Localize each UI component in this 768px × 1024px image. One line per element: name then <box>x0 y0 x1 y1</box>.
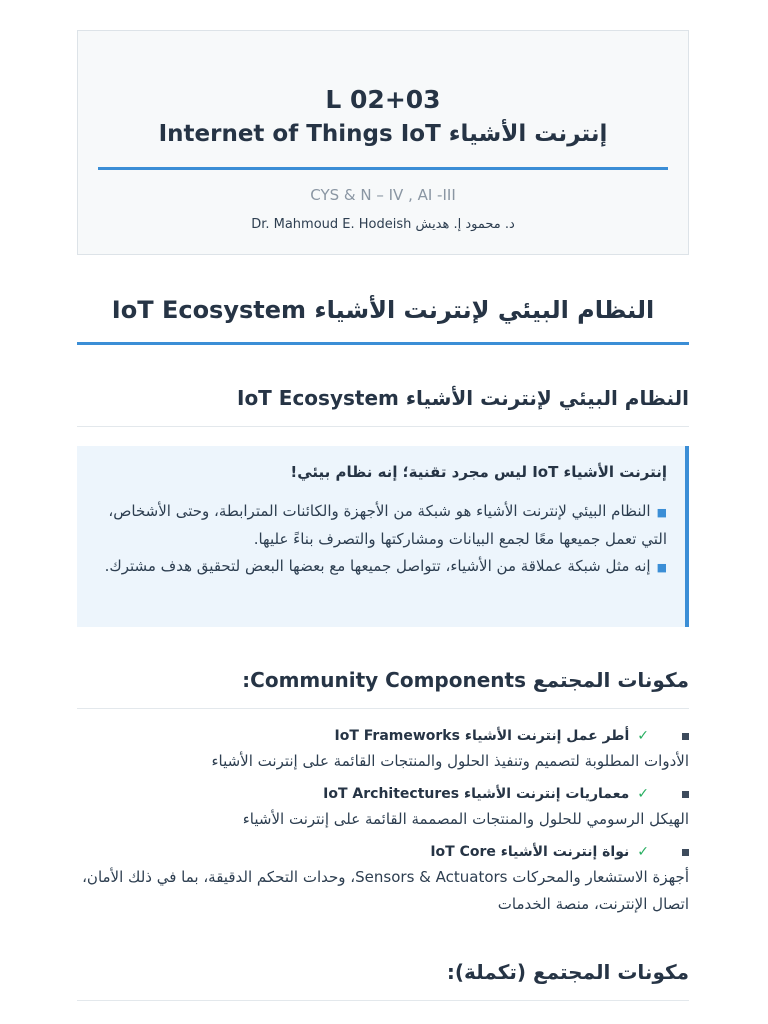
component-description: أجهزة الاستشعار والمحركات Sensors & Actuators، وحدات التحكم الدقيقة، بما في ذلك الأمان، اتصال الإنترنت، منصة الخدمات <box>82 868 689 913</box>
callout-heading: إنترنت الأشياء IoT ليس مجرد تقنية؛ إنه نظام بيئي! <box>290 463 667 481</box>
check-icon: ✓ <box>637 844 649 860</box>
components-continued-divider <box>77 1000 689 1001</box>
components-heading: مكونات المجتمع Community Components: <box>242 668 689 692</box>
component-item <box>77 724 689 775</box>
callout-item <box>97 553 667 581</box>
lecture-code: L 02+03 <box>325 85 441 114</box>
course-title: إنترنت الأشياء Internet of Things IoT <box>158 121 608 147</box>
ecosystem-callout <box>77 446 689 627</box>
component-title: نواة إنترنت الأشياء IoT Core <box>430 844 630 860</box>
callout-item-text: النظام البيئي لإنترنت الأشياء هو شبكة من الأجهزة والكائنات المترابطة، وحتى الأشخاص، التي تعمل جميعها معًا لجمع البيانات ومشاركتها والتصرف بناءً عليها. <box>108 502 667 548</box>
check-icon: ✓ <box>637 728 649 744</box>
component-title: أطر عمل إنترنت الأشياء IoT Frameworks <box>334 728 630 744</box>
course-info: CYS & N – IV , AI -III <box>310 186 456 204</box>
instructor-name: د. محمود إ. هديش Dr. Mahmoud E. Hodeish <box>251 217 515 232</box>
callout-item <box>97 498 667 553</box>
component-title: معماريات إنترنت الأشياء IoT Architectures <box>323 786 630 802</box>
ecosystem-heading-divider <box>77 426 689 427</box>
component-description: الهيكل الرسومي للحلول والمنتجات المصممة القائمة على إنترنت الأشياء <box>242 810 689 828</box>
square-bullet-icon: ■ <box>656 561 667 574</box>
components-continued-heading: مكونات المجتمع (تكملة): <box>446 960 689 984</box>
components-heading-divider <box>77 708 689 709</box>
square-bullet-icon <box>682 791 689 798</box>
component-item <box>77 782 689 833</box>
component-item <box>77 840 689 918</box>
square-bullet-icon: ■ <box>656 506 667 519</box>
lecture-header-card <box>77 30 689 255</box>
section-title: النظام البيئي لإنترنت الأشياء IoT Ecosystem <box>111 296 655 324</box>
callout-list <box>97 498 667 581</box>
check-icon: ✓ <box>637 786 649 802</box>
square-bullet-icon <box>682 849 689 856</box>
square-bullet-icon <box>682 733 689 740</box>
ecosystem-heading: النظام البيئي لإنترنت الأشياء IoT Ecosystem <box>237 386 689 410</box>
header-divider <box>98 167 668 170</box>
component-description: الأدوات المطلوبة لتصميم وتنفيذ الحلول والمنتجات القائمة على إنترنت الأشياء <box>211 752 689 770</box>
callout-item-text: إنه مثل شبكة عملاقة من الأشياء، تتواصل جميعها مع بعضها البعض لتحقيق هدف مشترك. <box>104 557 651 575</box>
components-list <box>77 724 689 925</box>
section-divider <box>77 342 689 345</box>
